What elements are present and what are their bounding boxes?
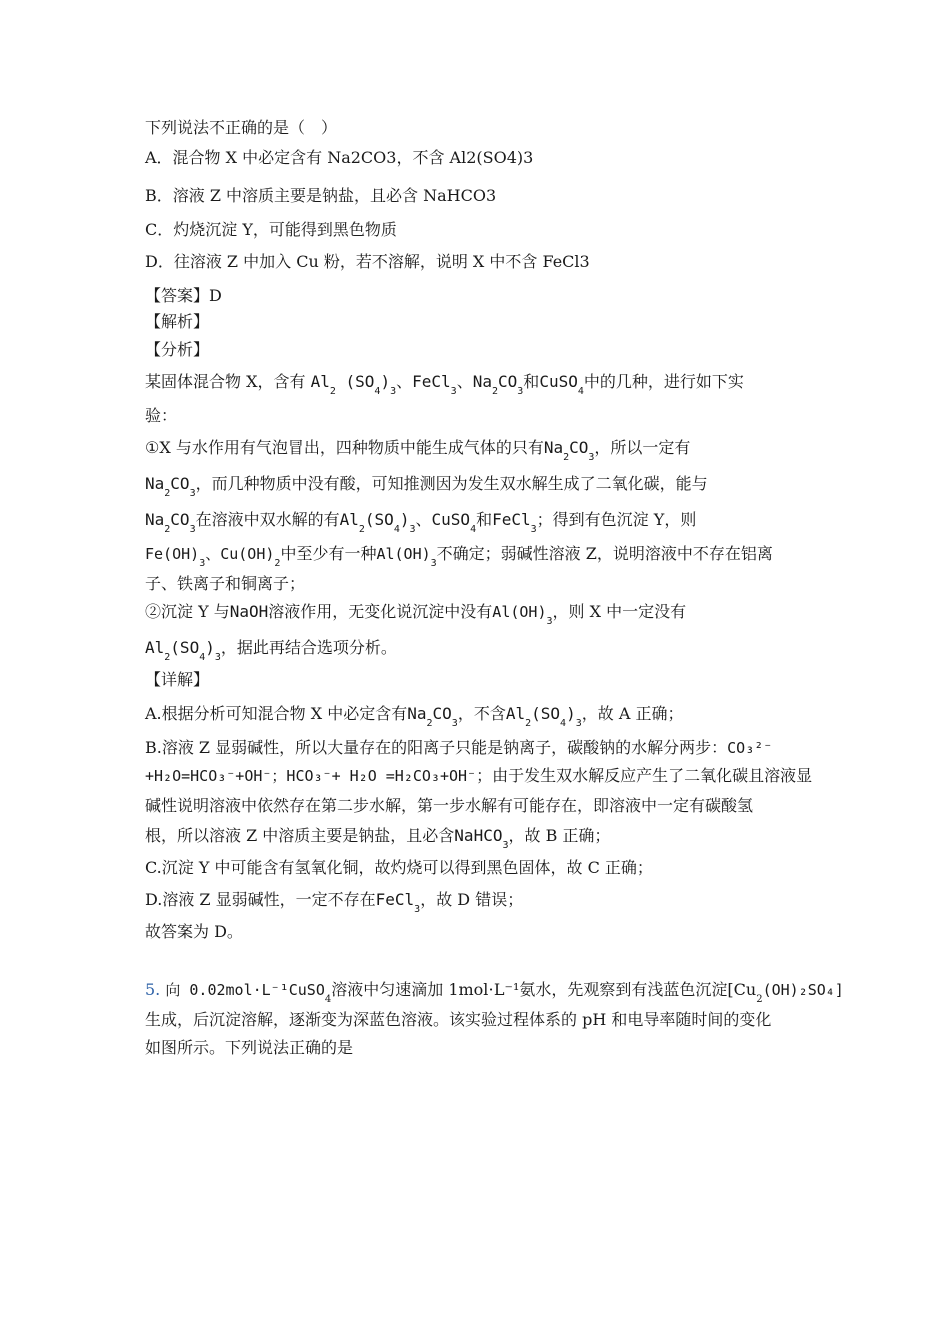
xiangjie-d: D.溶液 Z 显弱碱性，一定不存在FeCl$_3$，故 D 错误； [145, 890, 524, 915]
q5-line-3: 如图所示。下列说法正确的是 [145, 1038, 354, 1057]
q5-line-1: 5. 向 0.02mol⋅L⁻¹CuSO$_4$溶液中匀速滴加 1mol⋅L⁻¹氨水，先观察到有浅蓝色沉淀$[Cu_2(OH)_2SO_4]$ [145, 980, 844, 1005]
q5-line-2: 生成，后沉淀溶解，逐渐变为深蓝色溶液。该实验过程体系的 pH 和电导率随时间的变化 [145, 1010, 772, 1029]
fenxi-line-6: $Fe(OH)_3$、$Cu(OH)_2$中至少有一种$Al(OH)_3$不确定；弱碱性溶液 Z，说明溶液中不存在铝离 [145, 544, 773, 569]
option-a [145, 146, 810, 170]
fenxi-line-5: $Na_2CO_3$在溶液中双水解的有$Al_2(SO_4)_3$、CuSO$_4$和FeCl$_3$；得到有色沉淀 Y，则 [145, 510, 697, 535]
xiangjie-b-3: 碱性说明溶液中依然存在第二步水解，第一步水解有可能存在，即溶液中一定有碳酸氢 [145, 796, 754, 815]
question-number: 5. [145, 980, 161, 999]
xiangjie-label: 【详解】 [145, 670, 210, 689]
fenxi-line-8: ②沉淀 Y 与NaOH溶液作用，无变化说沉淀中没有$Al(OH)_3$，则 X 中一定没有 [145, 602, 687, 627]
fenxi-label: 【分析】 [145, 340, 210, 359]
fenxi-line-7: 子、铁离子和铜离子； [145, 574, 306, 593]
option-a-text: A．混合物 X 中必定含有 Na2CO3，不含 Al2(SO4)3 [145, 148, 534, 167]
fenxi-line-1: 某固体混合物 X，含有 $Al_2$ $(SO_4)_3$、FeCl$_3$、$Na_2CO_3$和CuSO$_4$中的几种，进行如下实 [145, 372, 744, 397]
option-d: D．往溶液 Z 中加入 Cu 粉，若不溶解，说明 X 中不含 FeCl3 [145, 252, 590, 271]
xiangjie-b-2: +H₂O=HCO₃⁻+OH⁻；HCO₃⁻+ H₂O =H₂CO₃+OH⁻；由于发生双水解反应产生了二氧化碳且溶液显 [145, 766, 813, 785]
option-c: C．灼烧沉淀 Y，可能得到黑色物质 [145, 220, 397, 239]
fenxi-line-3: ①X 与水作用有气泡冒出，四种物质中能生成气体的只有$Na_2CO_3$，所以一定有 [145, 438, 691, 463]
xiangjie-a: A.根据分析可知混合物 X 中必定含有$Na_2CO_3$，不含$Al_2(SO_4)_3$，故 A 正确； [145, 704, 684, 729]
fenxi-line-4: $Na_2CO_3$，而几种物质中没有酸，可知推测因为发生双水解生成了二氧化碳，能与 [145, 474, 708, 499]
option-b: B．溶液 Z 中溶质主要是钠盐，且必含 NaHCO3 [145, 186, 497, 205]
answer-label: 【答案】D [145, 286, 222, 305]
fenxi-line-9: $Al_2(SO_4)_3$，据此再结合选项分析。 [145, 638, 397, 663]
fenxi-line-2: 验： [145, 406, 178, 425]
xiangjie-c: C.沉淀 Y 中可能含有氢氧化铜，故灼烧可以得到黑色固体，故 C 正确； [145, 858, 653, 877]
xiangjie-end: 故答案为 D。 [145, 922, 243, 941]
xiangjie-b-4: 根，所以溶液 Z 中溶质主要是钠盐，且必含NaHCO$_3$，故 B 正确； [145, 826, 611, 851]
xiangjie-b-1: B.溶液 Z 显弱碱性，所以大量存在的阳离子只能是钠离子，碳酸钠的水解分两步：CO₃²⁻ [145, 738, 773, 757]
question-intro: 下列说法不正确的是（ ） [145, 118, 338, 137]
jiexi-label: 【解析】 [145, 312, 210, 331]
